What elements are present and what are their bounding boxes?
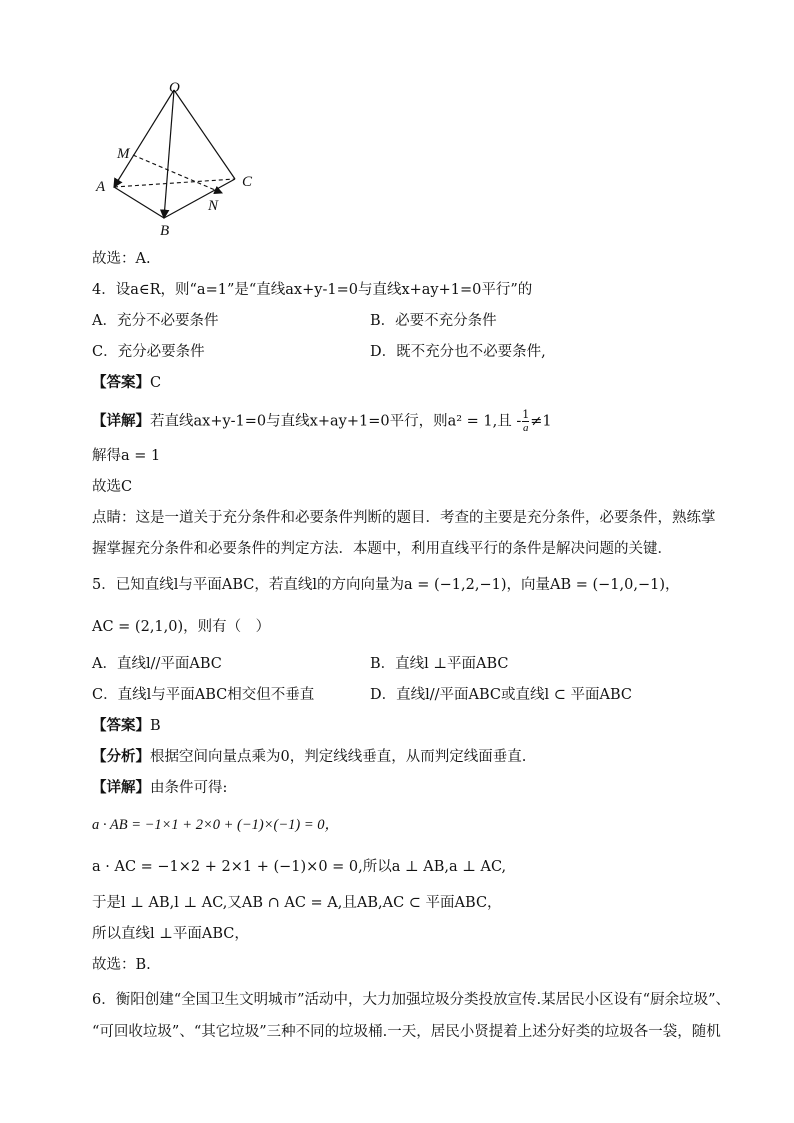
q4-option-b: B．必要不充分条件	[370, 313, 497, 329]
label-M: M	[117, 146, 130, 162]
label-B: B	[160, 223, 170, 239]
q5-eq-4: 所以直线l ⊥平面ABC，	[92, 926, 249, 942]
q4-answer: 【答案】C	[92, 374, 162, 391]
edge-BC	[164, 179, 235, 218]
q5-option-b: B．直线l ⊥平面ABC	[370, 656, 509, 672]
q5-detail: 【详解】由条件可得:	[92, 779, 228, 796]
q5-option-a: A．直线l//平面ABC	[92, 656, 222, 672]
edge-AB	[114, 187, 164, 218]
edge-OC	[174, 90, 235, 179]
tetrahedron-figure	[90, 75, 270, 245]
q5-answer: 【答案】B	[92, 717, 161, 734]
q5-eq-3: 于是l ⊥ AB,l ⊥ AC,又AB ∩ AC = A,且AB,AC ⊂ 平面ABC，	[92, 895, 502, 911]
edge-AC-dashed	[114, 179, 235, 187]
question-6-line-2: “可回收垃圾”、“其它垃圾”三种不同的垃圾桶.一天，居民小贤提着上述分好类的垃圾各一袋，随机	[92, 1024, 721, 1040]
edge-OB	[164, 90, 174, 218]
q4-note-1: 点睛：这是一道关于充分条件和必要条件判断的题目．考查的主要是充分条件，必要条件，熟练掌	[92, 510, 716, 526]
text-line: 故选：A.	[92, 251, 151, 267]
label-O: O	[169, 80, 180, 96]
question-5-line-2: AC = (2,1,0)，则有（ ）	[92, 619, 271, 635]
q5-eq-5: 故选：B.	[92, 957, 151, 973]
q4-choose: 故选C	[92, 479, 133, 495]
q5-analysis: 【分析】根据空间向量点乘为0，判定线线垂直，从而判定线面垂直.	[92, 748, 527, 765]
question-4: 4．设a∈R，则“a=1”是“直线ax+y-1=0与直线x+ay+1=0平行”的	[92, 282, 533, 298]
q4-option-c: C．充分必要条件	[92, 344, 205, 360]
label-C: C	[242, 174, 253, 190]
q5-eq-1: a · AB = −1×1 + 2×0 + (−1)×(−1) = 0，	[92, 817, 339, 833]
q4-note-2: 握掌握充分条件和必要条件的判定方法．本题中，利用直线平行的条件是解决问题的关键．	[92, 541, 672, 557]
label-N: N	[208, 198, 219, 214]
q4-option-d: D．既不充分也不必要条件,	[370, 344, 546, 360]
q5-eq-2: a · AC = −1×2 + 2×1 + (−1)×0 = 0,所以a ⊥ AB,a ⊥ AC,	[92, 859, 507, 875]
segment-MN-dashed	[133, 155, 222, 193]
q4-detail: 【详解】若直线ax+y-1=0与直线x+ay+1=0平行，则a² = 1,且 - $\frac{1}{a}$ ≠1	[92, 408, 552, 434]
q5-option-d: D．直线l//平面ABC或直线l ⊂ 平面ABC	[370, 687, 633, 703]
question-5-line-1: 5．已知直线l与平面ABC，若直线l的方向向量为a = (−1,2,−1)，向量AB = (−1,0,−1)，	[92, 577, 680, 593]
label-A: A	[96, 179, 106, 195]
edge-OA	[114, 90, 174, 187]
question-6-line-1: 6．衡阳创建“全国卫生文明城市”活动中，大力加强垃圾分类投放宣传.某居民小区设有“厨余垃圾”、	[92, 992, 730, 1008]
q4-option-a: A．充分不必要条件	[92, 313, 219, 329]
q5-option-c: C．直线l与平面ABC相交但不垂直	[92, 687, 315, 703]
q4-solve: 解得a = 1	[92, 448, 161, 464]
